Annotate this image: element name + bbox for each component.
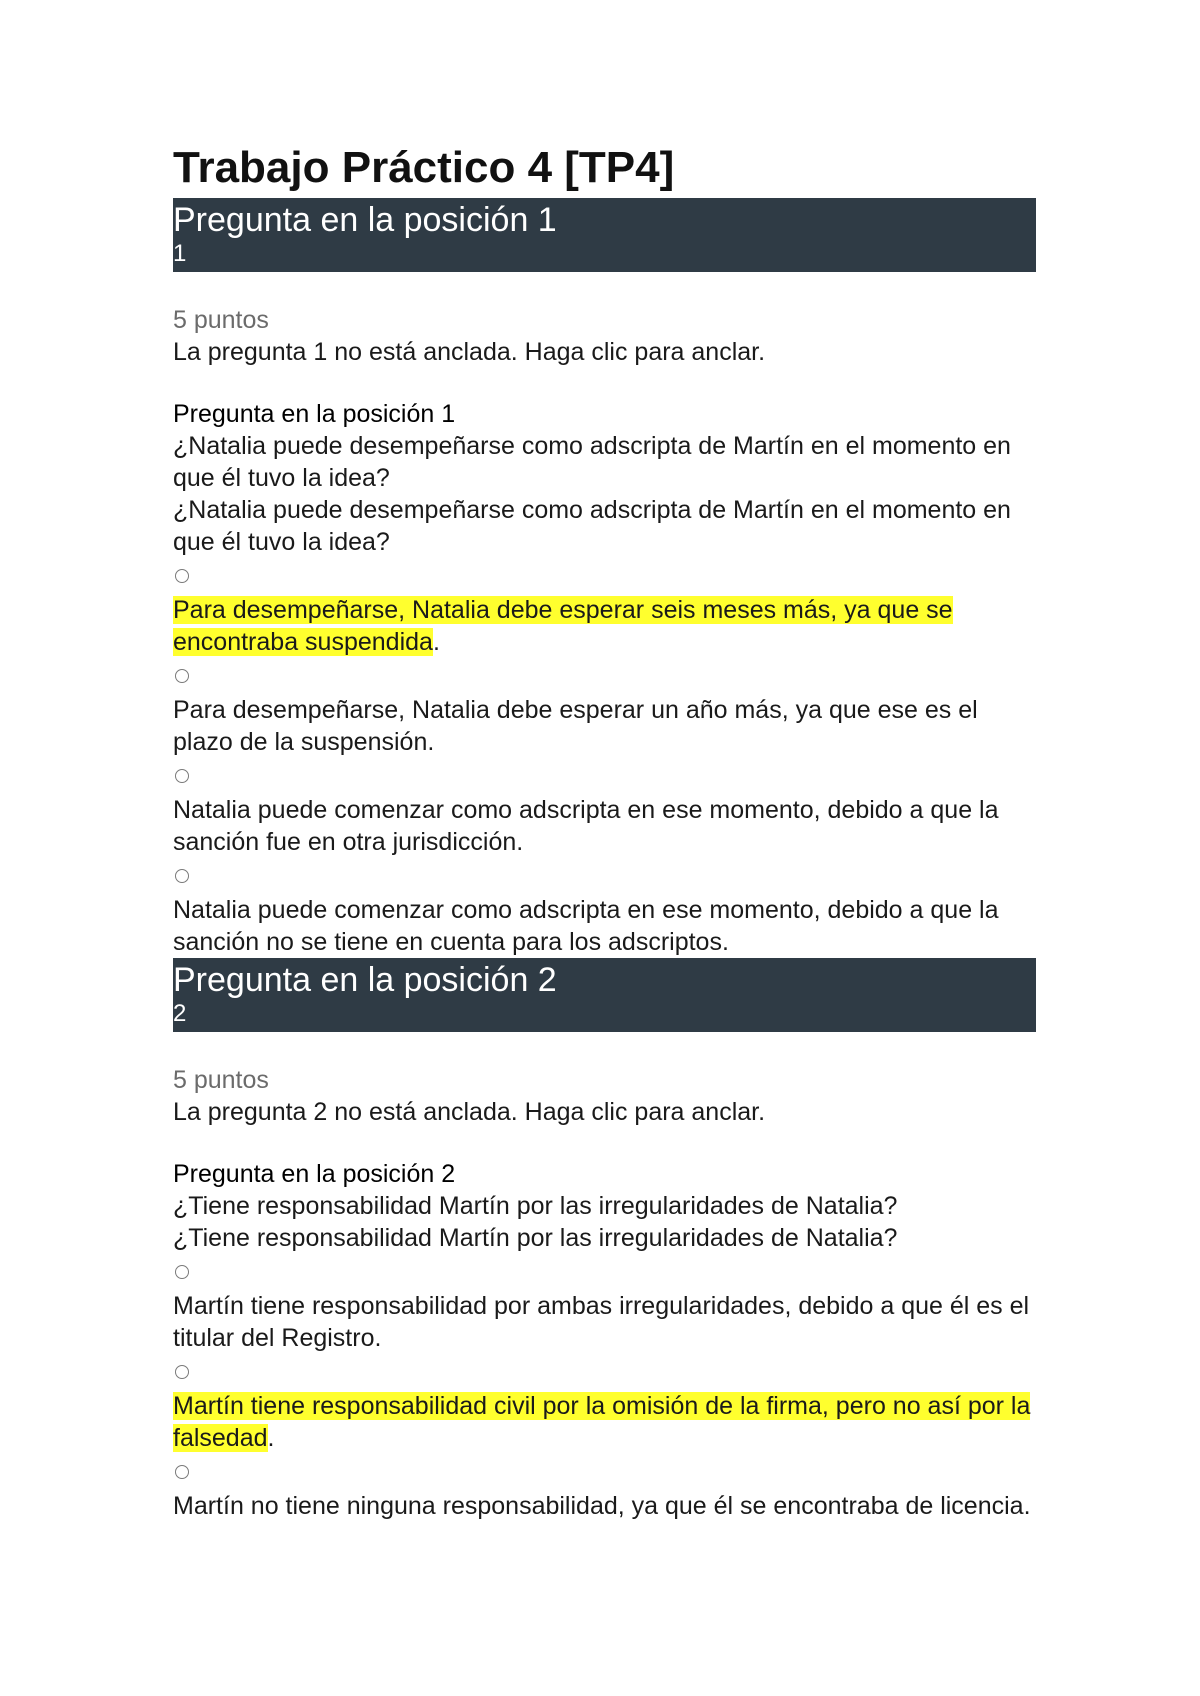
question-header-number: 1 bbox=[173, 240, 187, 267]
question-text: ¿Tiene responsabilidad Martín por las irregularidades de Natalia? bbox=[173, 1192, 898, 1220]
question-1 bbox=[173, 198, 1036, 958]
answer-radio-button[interactable] bbox=[175, 869, 189, 883]
answer-radio-row bbox=[173, 1454, 1036, 1490]
highlighted-answer-text: Martín tiene responsabilidad civil por la omisión de la firma, pero no así por la falsedad bbox=[173, 1392, 1031, 1452]
answer-option-text[interactable]: Natalia puede comenzar como adscripta en ese momento, debido a que la sanción no se tiene en cuenta para los adscriptos. bbox=[173, 896, 999, 956]
answer-radio-row bbox=[173, 858, 1036, 894]
answer-text-tail: . bbox=[432, 628, 440, 656]
answer-radio-row bbox=[173, 758, 1036, 794]
question-header bbox=[173, 198, 1036, 272]
question-header-title: Pregunta en la posición 2 bbox=[173, 961, 557, 999]
answer-radio-button[interactable] bbox=[175, 1465, 189, 1479]
question-points: 5 puntos bbox=[173, 1066, 269, 1094]
question-header-title: Pregunta en la posición 1 bbox=[173, 201, 557, 239]
question-text-repeat: ¿Natalia puede desempeñarse como adscripta de Martín en el momento en que él tuvo la idea? bbox=[173, 496, 1011, 556]
answer-text-tail: . bbox=[267, 1424, 275, 1452]
question-header bbox=[173, 958, 1036, 1032]
question-text-repeat: ¿Tiene responsabilidad Martín por las irregularidades de Natalia? bbox=[173, 1224, 898, 1252]
answer-option-text[interactable]: Martín tiene responsabilidad por ambas irregularidades, debido a que él es el titular del Registro. bbox=[173, 1292, 1030, 1352]
document-page bbox=[173, 138, 1036, 1522]
highlighted-answer-text: Para desempeñarse, Natalia debe esperar seis meses más, ya que se encontraba suspendida bbox=[173, 596, 953, 656]
answer-option-text[interactable]: Natalia puede comenzar como adscripta en ese momento, debido a que la sanción fue en otra jurisdicción. bbox=[173, 796, 999, 856]
pin-question-link[interactable]: La pregunta 1 no está anclada. Haga clic para anclar. bbox=[173, 338, 766, 366]
answer-radio-row bbox=[173, 658, 1036, 694]
answer-radio-button[interactable] bbox=[175, 669, 189, 683]
question-label: Pregunta en la posición 1 bbox=[173, 400, 456, 428]
answer-radio-row bbox=[173, 1254, 1036, 1290]
answer-option-text[interactable] bbox=[173, 594, 1036, 658]
question-2 bbox=[173, 958, 1036, 1522]
answer-radio-button[interactable] bbox=[175, 569, 189, 583]
question-points: 5 puntos bbox=[173, 306, 269, 334]
answer-option-text[interactable] bbox=[173, 1390, 1036, 1454]
question-header-number: 2 bbox=[173, 1000, 187, 1027]
question-text: ¿Natalia puede desempeñarse como adscripta de Martín en el momento en que él tuvo la idea? bbox=[173, 432, 1011, 492]
answer-option-text[interactable]: Para desempeñarse, Natalia debe esperar un año más, ya que ese es el plazo de la suspensión. bbox=[173, 696, 978, 756]
answer-radio-row bbox=[173, 1354, 1036, 1390]
answer-radio-button[interactable] bbox=[175, 769, 189, 783]
pin-question-link[interactable]: La pregunta 2 no está anclada. Haga clic para anclar. bbox=[173, 1098, 766, 1126]
answer-option-text[interactable]: Martín no tiene ninguna responsabilidad, ya que él se encontraba de licencia. bbox=[173, 1492, 1031, 1520]
answer-radio-button[interactable] bbox=[175, 1265, 189, 1279]
question-label: Pregunta en la posición 2 bbox=[173, 1160, 456, 1188]
answer-radio-button[interactable] bbox=[175, 1365, 189, 1379]
answer-radio-row bbox=[173, 558, 1036, 594]
document-title: Trabajo Práctico 4 [TP4] bbox=[173, 143, 675, 192]
